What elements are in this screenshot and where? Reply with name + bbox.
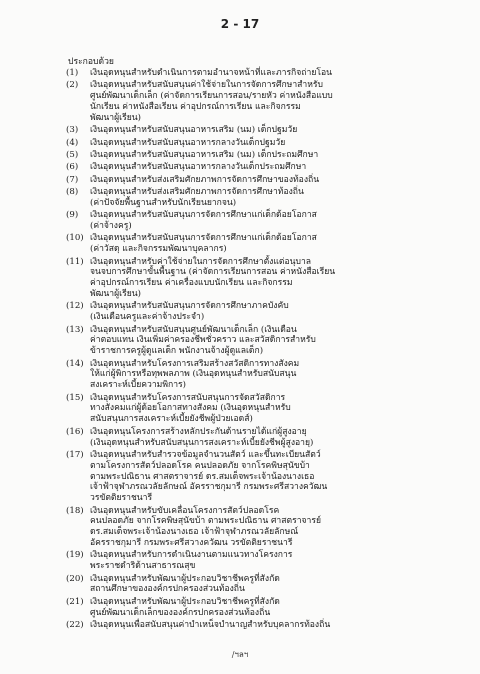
item-text: เงินอุดหนุนสำหรับพัฒนาผู้ประกอบวิชาชีพครูที่สังกัด สถานศึกษาขององค์กรปกครองส่วนท้องถิ่น [90, 573, 280, 595]
list-item [66, 597, 418, 619]
item-text: เงินอุดหนุนสำหรับโครงการสนับสนุนการจัดสวัสดิการ ทางสังคมแก่ผู้ด้อยโอกาสทางสังคม (เงินอุดหนุนสำหรับ สนับสนุนการสงเคราะห์เบี้ยยังชีพผู้ป่วยเอดส์) [90, 392, 291, 425]
item-number: (6) [66, 162, 79, 173]
item-text: เงินอุดหนุนสำหรับค่าใช้จ่ายในการจัดการศึกษาตั้งแต่อนุบาล จนจบการศึกษาขั้นพื้นฐาน (ค่าจัดการเรียนการสอน ค่าหนังสือเรียน ค่าอุปกรณ์การเรียน ค่าเครื่องแบบนักเรียน และกิจกรรม พัฒนาผู้เรียน) [90, 256, 336, 300]
item-number: (21) [66, 596, 84, 607]
list-item [66, 187, 418, 209]
list-item [66, 125, 418, 136]
item-text: เงินอุดหนุนสำหรับสนับสนุนอาหารเสริม (นม) เด็กปฐมวัย [90, 125, 298, 136]
list-item [66, 175, 418, 186]
item-number: (7) [66, 174, 79, 185]
list-item [66, 257, 418, 300]
list-item [66, 359, 418, 392]
item-text: เงินอุดหนุนสำหรับสนับสนุนค่าใช้จ่ายในการจัดการศึกษาสำหรับ ศูนย์พัฒนาเด็กเล็ก (ค่าจัดการเรียนการสอน/รายหัว ค่าหนังสือแบบ นักเรียน ค่าหนังสือเรียน ค่าอุปกรณ์การเรียน และกิจกรรม พัฒนาผู้เรียน) [90, 80, 333, 123]
page-number: 2 - 17 [220, 17, 260, 31]
list-item [66, 427, 418, 449]
section-heading: ประกอบด้วย [68, 57, 114, 67]
item-number: (16) [66, 426, 84, 437]
item-number: (3) [66, 125, 79, 136]
footer-continuation: /ฯลฯ [231, 650, 249, 659]
item-text: เงินอุดหนุนสำหรับสนับสนุนการจัดการศึกษาแก่เด็กด้อยโอกาส (ค่าจ้างครู) [90, 210, 317, 231]
list-item [66, 450, 418, 504]
item-number: (20) [66, 573, 84, 584]
item-text: เงินอุดหนุนสำหรับสนับสนุนการจัดการศึกษาแก่เด็กด้อยโอกาส (ค่าวัสดุ และกิจกรรมพัฒนาบุคลากร) [90, 233, 317, 255]
item-number: (22) [66, 620, 84, 630]
items-list [66, 68, 418, 632]
item-text: เงินอุดหนุนสำหรับสนับสนุนอาหารกลางวันเด็กประถมศึกษา [90, 162, 307, 173]
item-number: (18) [66, 505, 84, 516]
item-text: เงินอุดหนุนสำหรับสนับสนุนศูนย์พัฒนาเด็กเล็ก (เงินเดือน ค่าตอบแทน เงินเพิ่มค่าครองชีพชั่วคราว และสวัสดิการสำหรับ ข้าราชการครูผู้ดูแลเด็ก พนักงานจ้างผู้ดูแลเด็ก) [90, 324, 316, 357]
list-item [66, 162, 418, 173]
item-number: (15) [66, 392, 84, 403]
item-number: (11) [66, 256, 84, 267]
item-text: เงินอุดหนุนสำหรับการดำเนินงานตามแนวทางโครงการ พระราชดำริด้านสาธารณสุข [90, 550, 293, 572]
item-number: (19) [66, 550, 84, 561]
list-item [66, 301, 418, 323]
item-text: เงินอุดหนุนสำหรับส่งเสริมศักยภาพการจัดการศึกษาของท้องถิ่น [90, 174, 320, 185]
list-item [66, 68, 418, 79]
item-number: (13) [66, 324, 84, 335]
list-item [66, 550, 418, 572]
item-number: (2) [66, 80, 79, 91]
item-text: เงินอุดหนุนสำหรับสนับสนุนการจัดการศึกษาภาคบังคับ (เงินเดือนครูและค่าจ้างประจำ) [90, 301, 289, 323]
item-number: (10) [66, 233, 84, 244]
list-item [66, 393, 418, 426]
item-number: (5) [66, 149, 79, 160]
list-item [66, 150, 418, 161]
list-item [66, 210, 418, 232]
list-item [66, 620, 418, 631]
item-number: (1) [66, 68, 79, 78]
item-text: เงินอุดหนุนสำหรับดำเนินการตามอำนาจหน้าที่และภารกิจถ่ายโอน [90, 68, 333, 78]
item-text: เงินอุดหนุนสำหรับโครงการเสริมสร้างสวัสดิการทางสังคม ให้แก่ผู้พิการหรือทุพพลภาพ (เงินอุดหนุนสำหรับสนับสนุน สงเคราะห์เบี้ยความพิการ) [90, 358, 300, 391]
item-number: (12) [66, 301, 84, 312]
list-item [66, 325, 418, 358]
item-number: (14) [66, 358, 84, 369]
list-item [66, 138, 418, 149]
item-number: (9) [66, 210, 79, 221]
list-item [66, 574, 418, 596]
item-text: เงินอุดหนุนสำหรับสนับสนุนอาหารเสริม (นม) เด็กประถมศึกษา [90, 149, 319, 160]
item-text: เงินอุดหนุนเพื่อสนับสนุนค่าบำเหน็จบำนาญสำหรับบุคลากรท้องถิ่น [90, 620, 331, 630]
list-item [66, 80, 418, 123]
item-number: (17) [66, 449, 84, 460]
item-number: (4) [66, 137, 79, 148]
list-item [66, 506, 418, 549]
item-text: เงินอุดหนุนสำหรับส่งเสริมศักยภาพการจัดการศึกษาท้องถิ่น (ค่าปัจจัยพื้นฐานสำหรับนักเรียนยากจน) [90, 186, 304, 208]
item-text: เงินอุดหนุนสำหรับขับเคลื่อนโครงการสัตว์ปลอดโรค คนปลอดภัย จากโรคพิษสุนัขบ้า ตามพระปณิธาน ศาสตราจารย์ ดร.สมเด็จพระเจ้าน้องนางเธอ เจ้าฟ้าจุฬาภรณวลัยลักษณ์ อัครราชกุมารี กรมพระศรีสวางควัฒน วรขัตติยราชนารี [90, 505, 322, 549]
item-text: เงินอุดหนุนสำหรับพัฒนาผู้ประกอบวิชาชีพครูที่สังกัด ศูนย์พัฒนาเด็กเล็กขององค์กรปกครองส่วนท้องถิ่น [90, 596, 280, 618]
list-item [66, 233, 418, 255]
item-text: เงินอุดหนุนสำหรับสนับสนุนอาหารกลางวันเด็กปฐมวัย [90, 137, 286, 148]
item-text: เงินอุดหนุนโครงการสร้างหลักประกันด้านรายได้แก่ผู้สูงอายุ (เงินอุดหนุนสำหรับสนับสนุนการสงเคราะห์เบี้ยยังชีพผู้สูงอายุ) [90, 426, 314, 448]
item-number: (8) [66, 186, 79, 197]
item-text: เงินอุดหนุนสำหรับสำรวจข้อมูลจำนวนสัตว์ และขึ้นทะเบียนสัตว์ ตามโครงการสัตว์ปลอดโรค คนปลอดภัย จากโรคพิษสุนัขบ้า ตามพระปณิธาน ศาสตราจารย์ ดร.สมเด็จพระเจ้าน้องนางเธอ เจ้าฟ้าจุฬาภรณวลัยลักษณ์ อัครราชกุมารี กรมพระศรีสวางควัฒน วรขัตติยราชนารี [90, 449, 328, 504]
